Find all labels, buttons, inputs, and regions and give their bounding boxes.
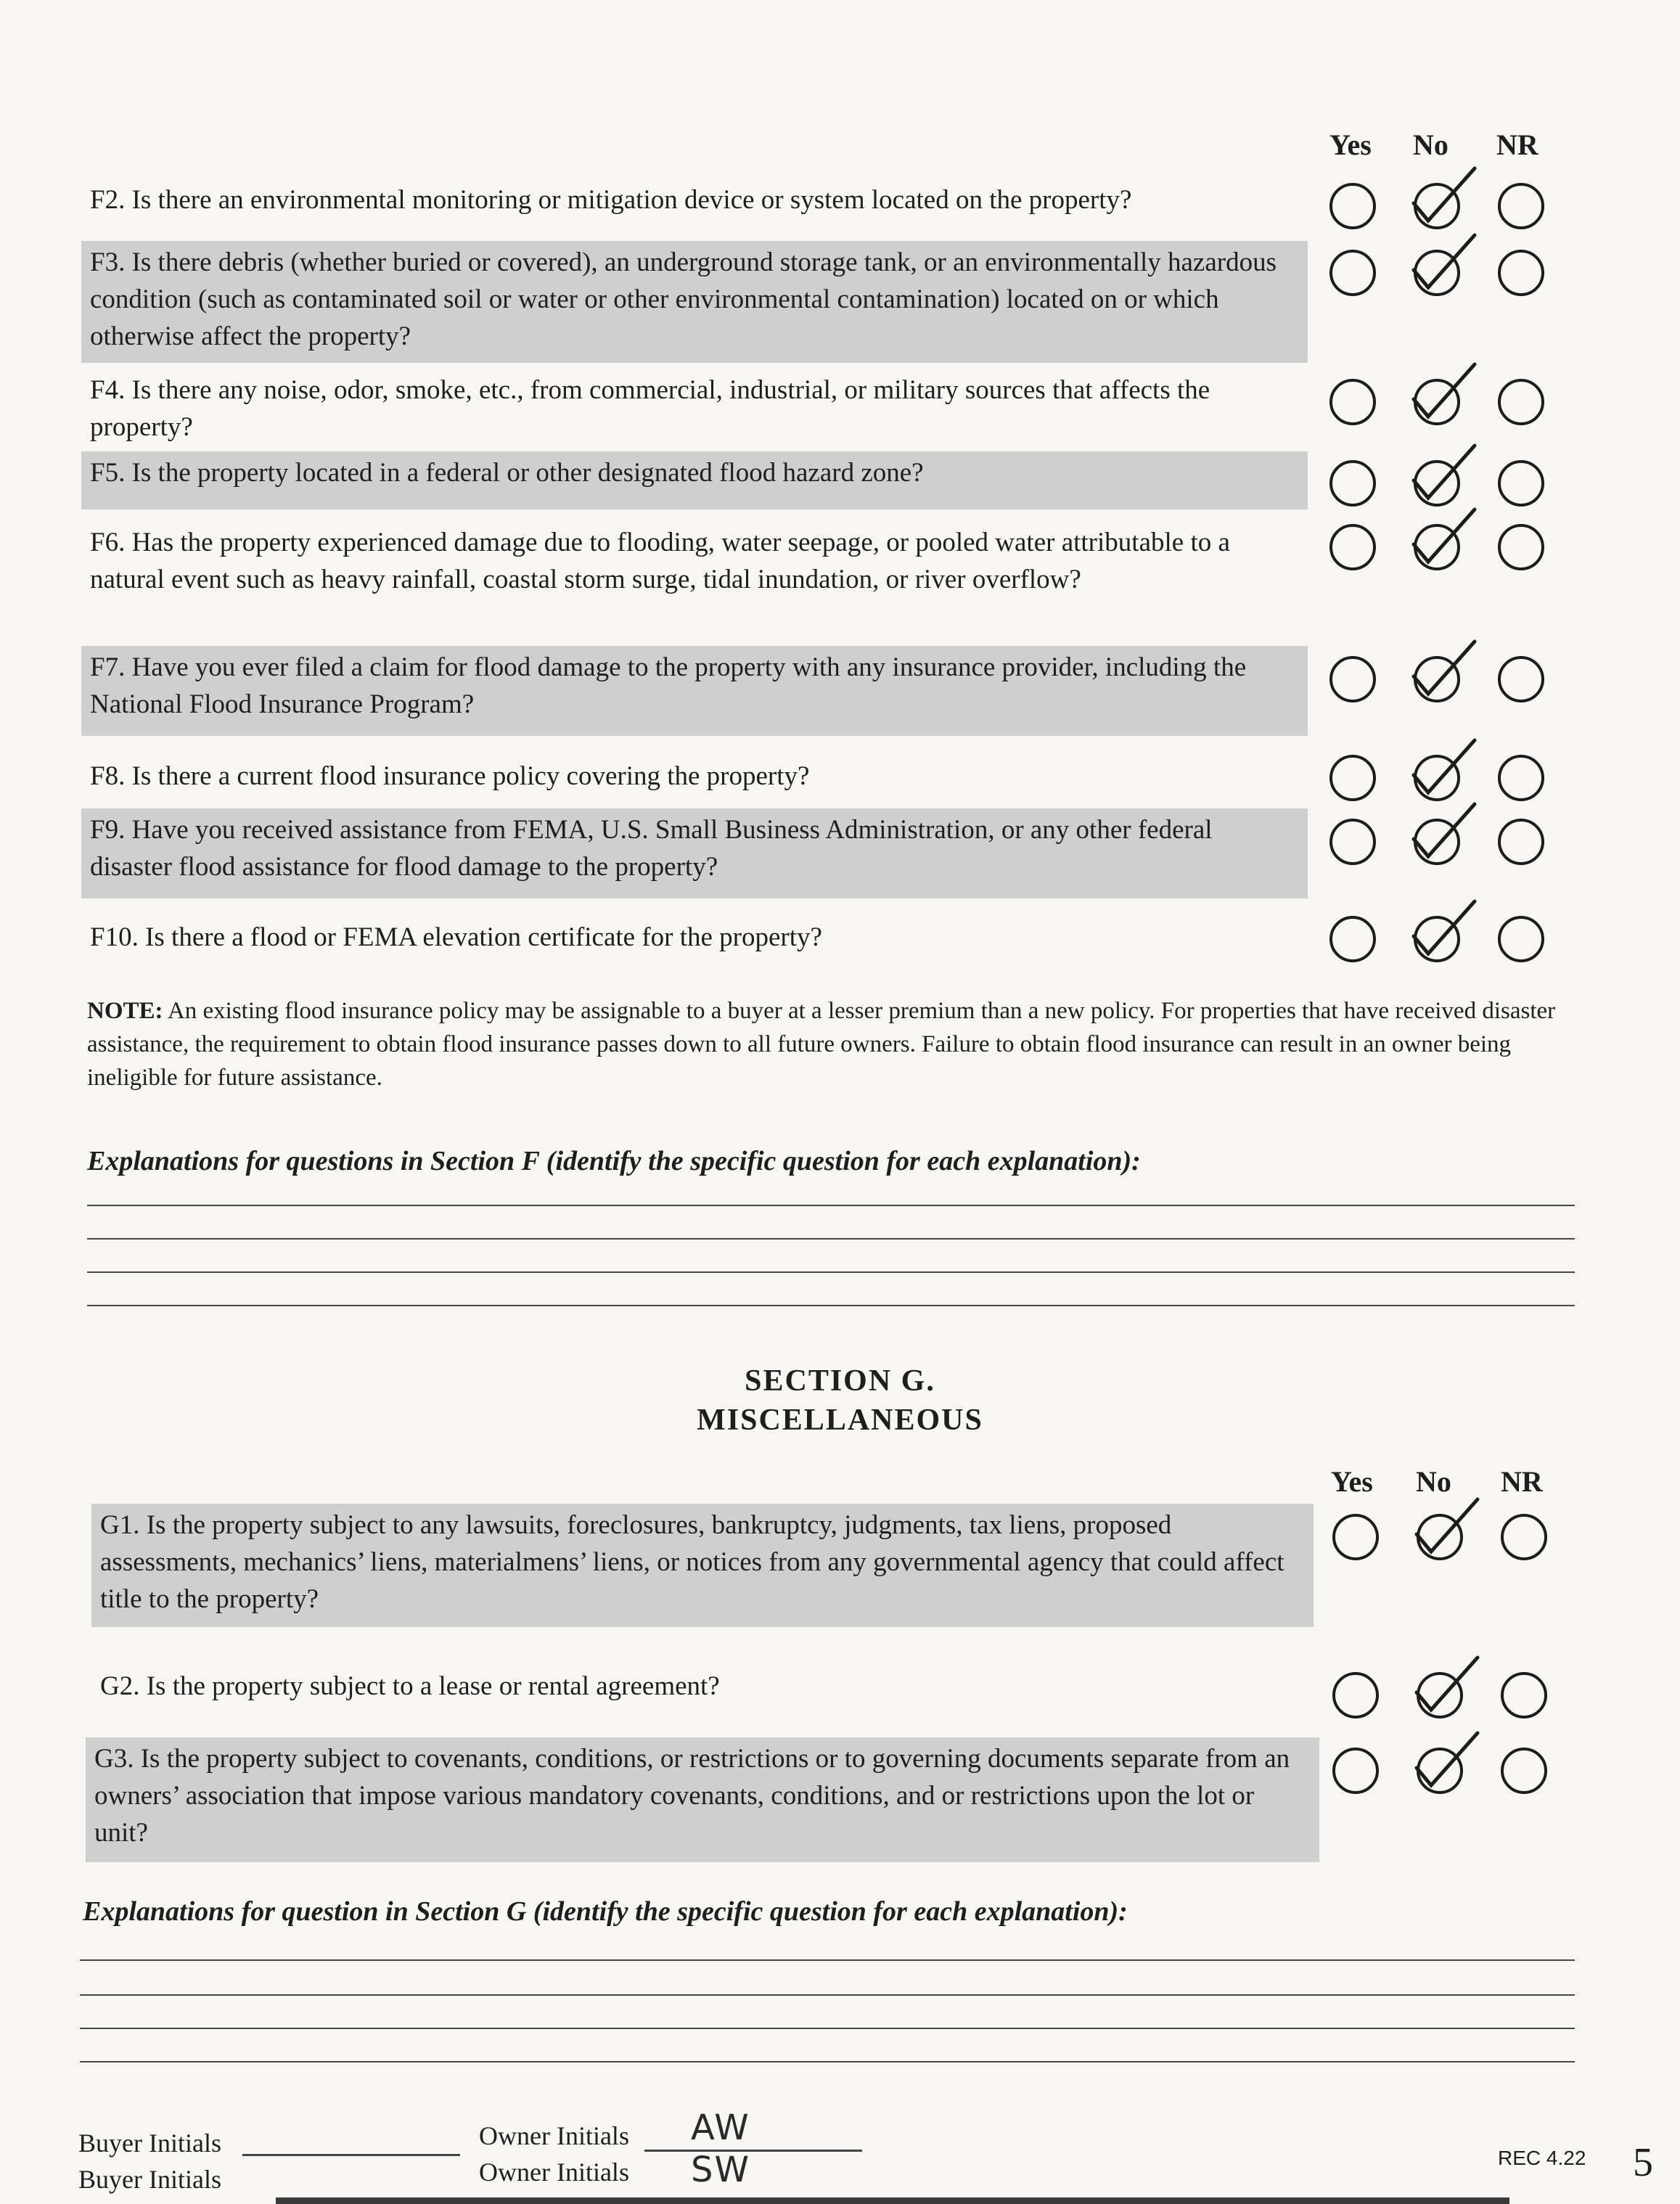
radio-yes[interactable] xyxy=(1329,460,1376,507)
answer-group-f4 xyxy=(1329,379,1562,430)
header-nr: NR xyxy=(1501,1465,1543,1498)
checkmark-icon xyxy=(1402,891,1482,971)
section-g-subheading: MISCELLANEOUS xyxy=(697,1404,983,1437)
radio-nr[interactable] xyxy=(1498,460,1544,507)
page-number: 5 xyxy=(1633,2140,1653,2185)
radio-yes[interactable] xyxy=(1332,1672,1379,1718)
header-no: No xyxy=(1416,1465,1451,1498)
answer-group-f7 xyxy=(1329,656,1562,707)
flood-insurance-note xyxy=(87,994,1560,1094)
owner-initials-value-2: SW xyxy=(691,2150,750,2190)
question-f9: F9. Have you received assistance from FEMA, U.S. Small Business Administration, or any other federal disaster flood assistance for flood damage to the property? xyxy=(81,808,1308,898)
explanation-line-f-3[interactable] xyxy=(87,1271,1575,1273)
checkmark-icon xyxy=(1405,1723,1485,1803)
section-g-title xyxy=(0,1361,1680,1440)
radio-yes[interactable] xyxy=(1329,379,1376,425)
buyer-initials-line-1[interactable] xyxy=(242,2154,460,2156)
header-yes: Yes xyxy=(1329,128,1372,161)
answer-group-g2 xyxy=(1332,1672,1565,1723)
radio-nr[interactable] xyxy=(1501,1514,1547,1560)
radio-nr[interactable] xyxy=(1498,819,1544,865)
radio-nr[interactable] xyxy=(1498,916,1544,962)
question-f5: F5. Is the property located in a federal or other designated flood hazard zone? xyxy=(81,451,1308,509)
radio-nr[interactable] xyxy=(1498,755,1544,801)
checkmark-icon xyxy=(1402,225,1482,305)
question-f8: F8. Is there a current flood insurance policy covering the property? xyxy=(90,761,810,791)
owner-initials-label-2: Owner Initials xyxy=(479,2158,629,2187)
answer-group-f3 xyxy=(1329,250,1562,300)
checkmark-icon xyxy=(1402,794,1482,874)
radio-nr[interactable] xyxy=(1498,183,1544,229)
form-id: REC 4.22 xyxy=(1498,2147,1586,2169)
radio-yes[interactable] xyxy=(1329,916,1376,962)
explanation-line-g-2[interactable] xyxy=(80,1994,1575,1996)
radio-nr[interactable] xyxy=(1498,524,1544,570)
section-f-explanations-label: Explanations for questions in Section F (identify the specific question for each explanation): xyxy=(87,1146,1141,1176)
header-nr: NR xyxy=(1496,128,1538,161)
explanation-line-g-4[interactable] xyxy=(80,2061,1575,2062)
radio-yes[interactable] xyxy=(1329,524,1376,570)
radio-yes[interactable] xyxy=(1329,819,1376,865)
answer-group-f10 xyxy=(1329,916,1562,967)
checkmark-icon xyxy=(1405,1489,1485,1569)
radio-nr[interactable] xyxy=(1501,1748,1547,1794)
explanation-line-g-1[interactable] xyxy=(80,1959,1575,1961)
checkmark-icon xyxy=(1402,499,1482,579)
question-f2: F2. Is there an environmental monitoring or mitigation device or system located on the property? xyxy=(90,185,1132,215)
answer-group-f6 xyxy=(1329,524,1562,575)
explanation-line-f-2[interactable] xyxy=(87,1238,1575,1240)
radio-nr[interactable] xyxy=(1498,250,1544,296)
checkmark-icon xyxy=(1402,631,1482,711)
owner-initials-value-1: AW xyxy=(691,2107,750,2148)
note-text: An existing flood insurance policy may be assignable to a buyer at a lesser premium than a new policy. For properties that have received disaster assistance, the requirement to obtain flood insurance passes down to all future owners. Failure to obtain flood insurance can result in an owner being ineligible for future assistance. xyxy=(87,998,1556,1091)
question-g3: G3. Is the property subject to covenants, conditions, or restrictions or to governing documents separate from an owners’ association that impose various mandatory covenants, conditions, and or restrictions upon the lot or unit? xyxy=(86,1737,1319,1862)
owner-initials-line-1[interactable] xyxy=(644,2150,862,2152)
note-label: NOTE: xyxy=(87,998,163,1024)
question-g2: G2. Is the property subject to a lease or rental agreement? xyxy=(100,1671,720,1701)
radio-yes[interactable] xyxy=(1332,1514,1379,1560)
radio-yes[interactable] xyxy=(1329,250,1376,296)
radio-nr[interactable] xyxy=(1501,1672,1547,1718)
radio-yes[interactable] xyxy=(1329,755,1376,801)
checkmark-icon xyxy=(1405,1647,1485,1727)
header-yes: Yes xyxy=(1331,1465,1373,1498)
explanation-line-g-3[interactable] xyxy=(80,2028,1575,2029)
question-f3: F3. Is there debris (whether buried or covered), an underground storage tank, or an environmentally hazardous condition (such as contaminated soil or water or other environmental contamination) located on or which otherwise affect the property? xyxy=(81,241,1308,363)
radio-nr[interactable] xyxy=(1498,379,1544,425)
radio-nr[interactable] xyxy=(1498,656,1544,702)
buyer-initials-label-2: Buyer Initials xyxy=(78,2165,221,2194)
radio-yes[interactable] xyxy=(1332,1748,1379,1794)
buyer-initials-label-1: Buyer Initials xyxy=(78,2129,221,2158)
explanation-line-f-1[interactable] xyxy=(87,1205,1575,1206)
section-g-heading: SECTION G. xyxy=(745,1364,935,1398)
question-f6: F6. Has the property experienced damage due to flooding, water seepage, or pooled water attributable to a natural event such as heavy rainfall, coastal storm surge, tidal inundation, or river overflow? xyxy=(90,528,1230,594)
question-g1: G1. Is the property subject to any lawsuits, foreclosures, bankruptcy, judgments, tax liens, proposed assessments, mechanics’ liens, materialmens’ liens, or notices from any governmental agency that could affect title to the property? xyxy=(91,1504,1314,1627)
radio-yes[interactable] xyxy=(1329,656,1376,702)
answer-group-f9 xyxy=(1329,819,1562,869)
checkmark-icon xyxy=(1402,354,1482,434)
header-no: No xyxy=(1413,128,1449,161)
answer-group-g3 xyxy=(1332,1748,1565,1798)
question-f10: F10. Is there a flood or FEMA elevation certificate for the property? xyxy=(90,922,822,952)
owner-initials-label-1: Owner Initials xyxy=(479,2121,629,2150)
radio-yes[interactable] xyxy=(1329,183,1376,229)
explanation-line-f-4[interactable] xyxy=(87,1305,1575,1306)
section-g-explanations-label: Explanations for question in Section G (identify the specific question for each explanation): xyxy=(83,1896,1128,1927)
answer-group-g1 xyxy=(1332,1514,1565,1565)
question-f4: F4. Is there any noise, odor, smoke, etc., from commercial, industrial, or military sources that affects the property? xyxy=(90,375,1210,442)
question-f7: F7. Have you ever filed a claim for flood damage to the property with any insurance provider, including the National Flood Insurance Program? xyxy=(81,646,1308,736)
scan-edge xyxy=(276,2197,1509,2204)
